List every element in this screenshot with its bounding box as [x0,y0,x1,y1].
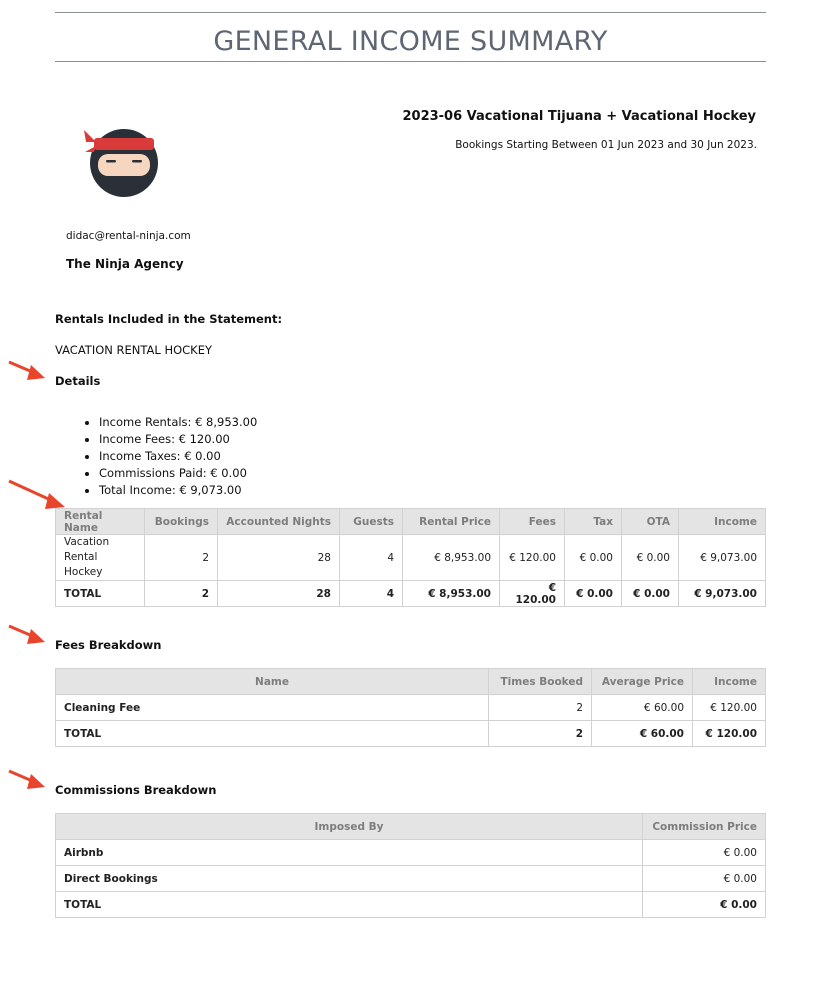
top-rule [55,12,766,13]
agency-email: didac@rental-ninja.com [66,230,191,242]
list-item: • Income Taxes: € 0.00 [99,448,257,465]
table-row [56,695,766,721]
fees-table [55,668,766,747]
cell: € 8,953.00 [403,535,500,581]
agency-name: The Ninja Agency [66,257,184,271]
cell: Direct Bookings [56,866,643,892]
column-header: Guests [340,509,403,535]
cell: TOTAL [56,892,643,918]
details-heading: Details [55,374,101,388]
rental-item: VACATION RENTAL HOCKEY [55,343,213,357]
rentals-heading: Rentals Included in the Statement: [55,312,283,326]
column-header: Bookings [145,509,218,535]
table-total-row [56,581,766,607]
column-header: Times Booked [489,669,592,695]
cell: € 60.00 [592,721,693,747]
table-header-row [56,669,766,695]
table-row [56,866,766,892]
column-header: Tax [565,509,622,535]
cell: € 0.00 [643,866,766,892]
column-header: Name [56,669,489,695]
table-header-row [56,814,766,840]
cell: € 0.00 [565,581,622,607]
rental-name-line: Rental Hockey [64,551,103,578]
cell: € 8,953.00 [403,581,500,607]
cell: Cleaning Fee [56,695,489,721]
list-item: • Income Rentals: € 8,953.00 [99,414,257,431]
rental-name-cell [56,535,145,581]
cell: 4 [340,535,403,581]
commissions-table [55,813,766,918]
cell: 2 [489,721,592,747]
column-header: Imposed By [56,814,643,840]
cell: TOTAL [56,721,489,747]
cell: 2 [145,535,218,581]
cell: TOTAL [56,581,145,607]
list-item: • Commissions Paid: € 0.00 [99,465,257,482]
cell: € 120.00 [500,535,565,581]
column-header: Fees [500,509,565,535]
cell: 4 [340,581,403,607]
cell: € 120.00 [500,581,565,607]
column-header: Commission Price [643,814,766,840]
column-header: OTA [622,509,679,535]
cell: Airbnb [56,840,643,866]
cell: € 9,073.00 [679,581,766,607]
cell: 2 [489,695,592,721]
cell: € 0.00 [565,535,622,581]
column-header: Rental Name [56,509,145,535]
cell: € 0.00 [643,892,766,918]
cell: € 0.00 [622,535,679,581]
column-header: Average Price [592,669,693,695]
statement-period: Bookings Starting Between 01 Jun 2023 and 30 Jun 2023. [455,139,757,151]
red-arrow-icon [7,767,49,791]
column-header: Rental Price [403,509,500,535]
cell: € 9,073.00 [679,535,766,581]
cell: 28 [218,581,340,607]
list-item: • Total Income: € 9,073.00 [99,482,257,499]
statement-title: 2023-06 Vacational Tijuana + Vacational Hockey [402,109,756,124]
ninja-avatar-icon [82,124,162,204]
income-table [55,508,766,607]
cell: 28 [218,535,340,581]
cell: € 120.00 [693,721,766,747]
cell: € 60.00 [592,695,693,721]
column-header: Accounted Nights [218,509,340,535]
page-title: GENERAL INCOME SUMMARY [213,26,608,57]
red-arrow-icon [7,358,49,382]
table-total-row [56,721,766,747]
cell: € 0.00 [643,840,766,866]
fees-heading: Fees Breakdown [55,638,162,652]
title-rule [55,61,766,62]
column-header: Income [693,669,766,695]
cell: 2 [145,581,218,607]
table-total-row [56,892,766,918]
column-header: Income [679,509,766,535]
red-arrow-icon [7,622,49,646]
table-header-row [56,509,766,535]
commissions-heading: Commissions Breakdown [55,783,217,797]
cell: € 120.00 [693,695,766,721]
rental-name-line: Vacation [64,536,110,548]
list-item: • Income Fees: € 120.00 [99,431,257,448]
cell: € 0.00 [622,581,679,607]
table-row [56,535,766,581]
table-row [56,840,766,866]
details-list [55,414,257,499]
